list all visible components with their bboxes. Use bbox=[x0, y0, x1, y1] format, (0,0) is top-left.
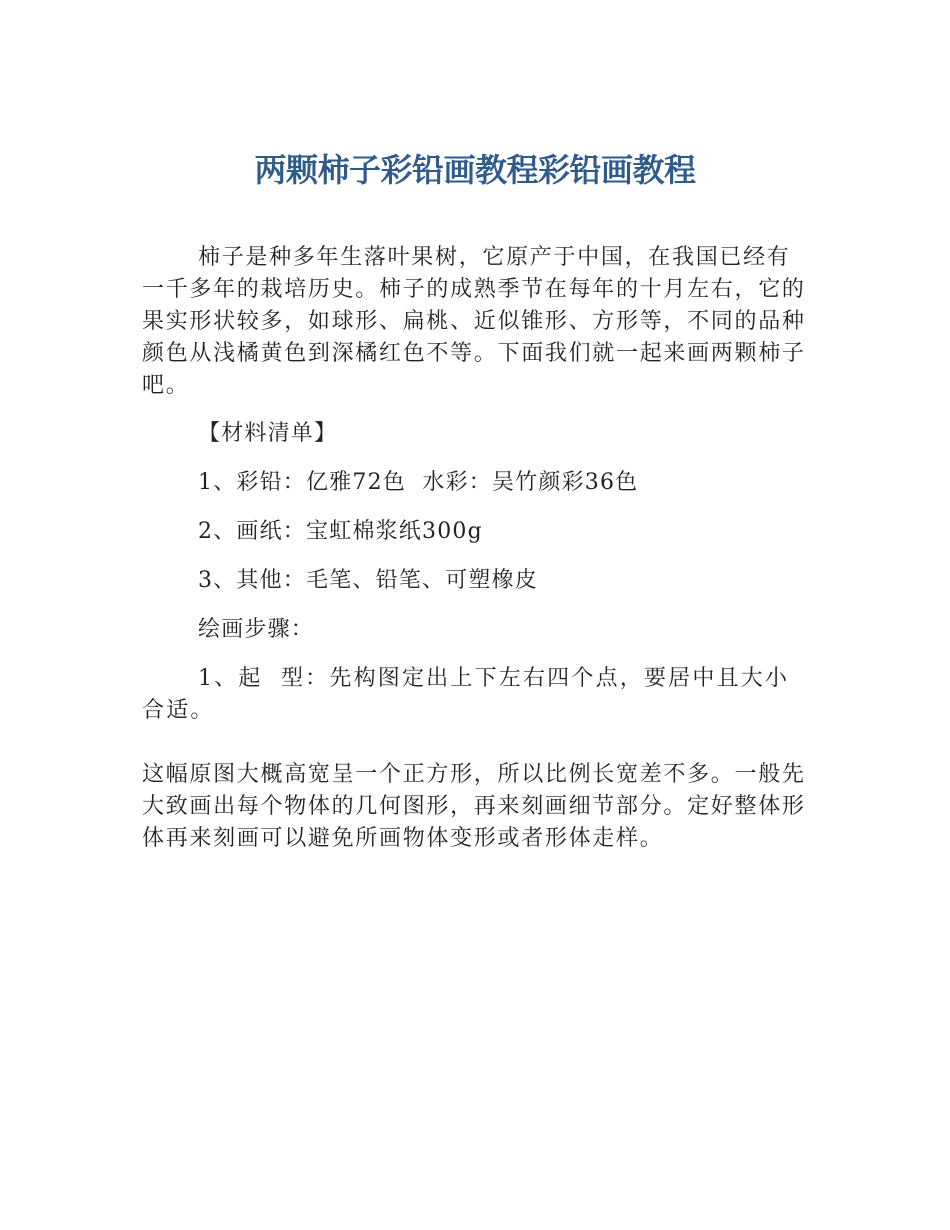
intro-paragraph: 柿子是种多年生落叶果树，它原产于中国，在我国已经有一千多年的栽培历史。柿子的成熟季节在每年的十月左右，它的果实形状较多，如球形、扁桃、近似锥形、方形等，不同的品种颜色从浅橘黄色到深橘红色不等。下面我们就一起来画两颗柿子吧。 bbox=[142, 245, 806, 398]
step-1-detail-paragraph: 这幅原图大概高宽呈一个正方形，所以比例长宽差不多。一般先大致画出每个物体的几何图形，再来刻画细节部分。定好整体形体再来刻画可以避免所画物体变形或者形体走样。 bbox=[142, 762, 806, 851]
material-item-paper: 2、画纸：宝虹棉浆纸300g bbox=[198, 519, 483, 544]
materials-heading: 【材料清单】 bbox=[198, 421, 338, 446]
document-title: 两颗柿子彩铅画教程彩铅画教程 bbox=[254, 151, 696, 189]
material-item-pencils: 1、彩铅：亿雅72色 水彩：吴竹颜彩36色 bbox=[198, 470, 639, 495]
step-1-paragraph: 1、起 型：先构图定出上下左右四个点，要居中且大小合适。 bbox=[142, 666, 790, 723]
material-item-other: 3、其他：毛笔、铅笔、可塑橡皮 bbox=[198, 568, 538, 593]
steps-heading: 绘画步骤： bbox=[198, 617, 315, 642]
